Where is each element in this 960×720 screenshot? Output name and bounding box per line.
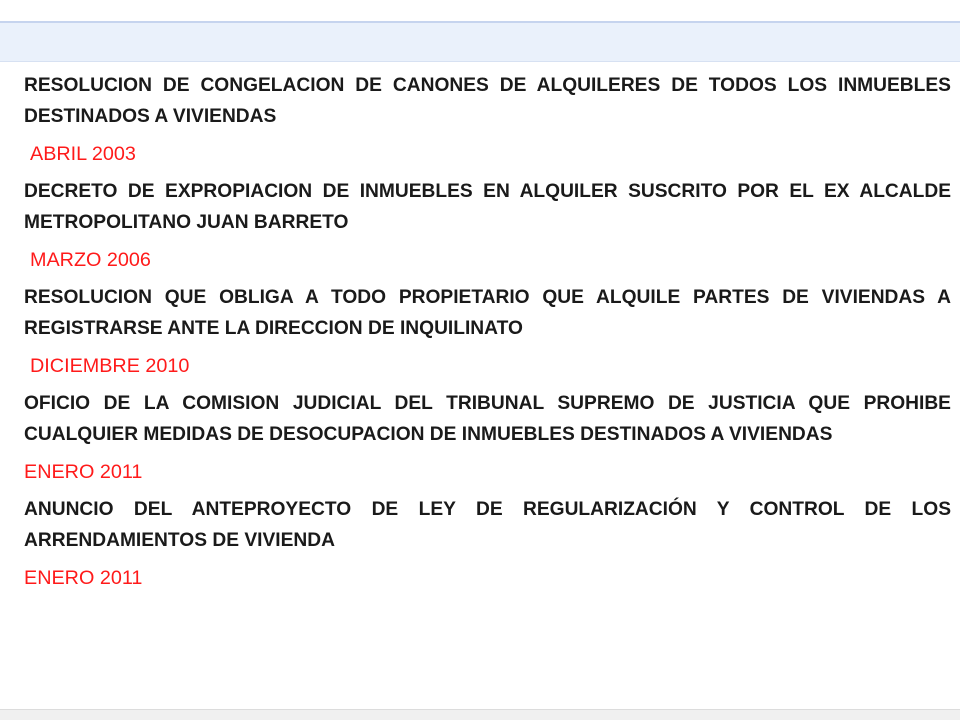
entry-title: RESOLUCION DE CONGELACION DE CANONES DE ALQUILERES DE TODOS LOS INMUEBLES DESTINADOS A VIVIENDAS — [24, 75, 951, 127]
entry-date: MARZO 2006 — [30, 249, 151, 271]
bottom-bar — [0, 709, 960, 720]
entry-date: ABRIL 2003 — [30, 143, 136, 165]
entry-date: DICIEMBRE 2010 — [30, 355, 190, 377]
entry — [24, 176, 951, 282]
entry-date: ENERO 2011 — [24, 461, 143, 483]
entry — [24, 388, 951, 494]
slide-content — [24, 70, 951, 600]
entry-title: DECRETO DE EXPROPIACION DE INMUEBLES EN ALQUILER SUSCRITO POR EL EX ALCALDE METROPOLITANO JUAN BARRETO — [24, 181, 951, 233]
slide-header-band — [0, 21, 960, 62]
entry — [24, 282, 951, 388]
entry — [24, 70, 951, 176]
entry-title: ANUNCIO DEL ANTEPROYECTO DE LEY DE REGULARIZACIÓN Y CONTROL DE LOS ARRENDAMIENTOS DE VIVIENDA — [24, 499, 951, 551]
entry-date: ENERO 2011 — [24, 567, 143, 589]
entry-title: RESOLUCION QUE OBLIGA A TODO PROPIETARIO QUE ALQUILE PARTES DE VIVIENDAS A REGISTRARSE ANTE LA DIRECCION DE INQUILINATO — [24, 287, 951, 339]
entry-title: OFICIO DE LA COMISION JUDICIAL DEL TRIBUNAL SUPREMO DE JUSTICIA QUE PROHIBE CUALQUIER MEDIDAS DE DESOCUPACION DE INMUEBLES DESTINADOS A VIVIENDAS — [24, 393, 951, 445]
entry — [24, 494, 951, 600]
